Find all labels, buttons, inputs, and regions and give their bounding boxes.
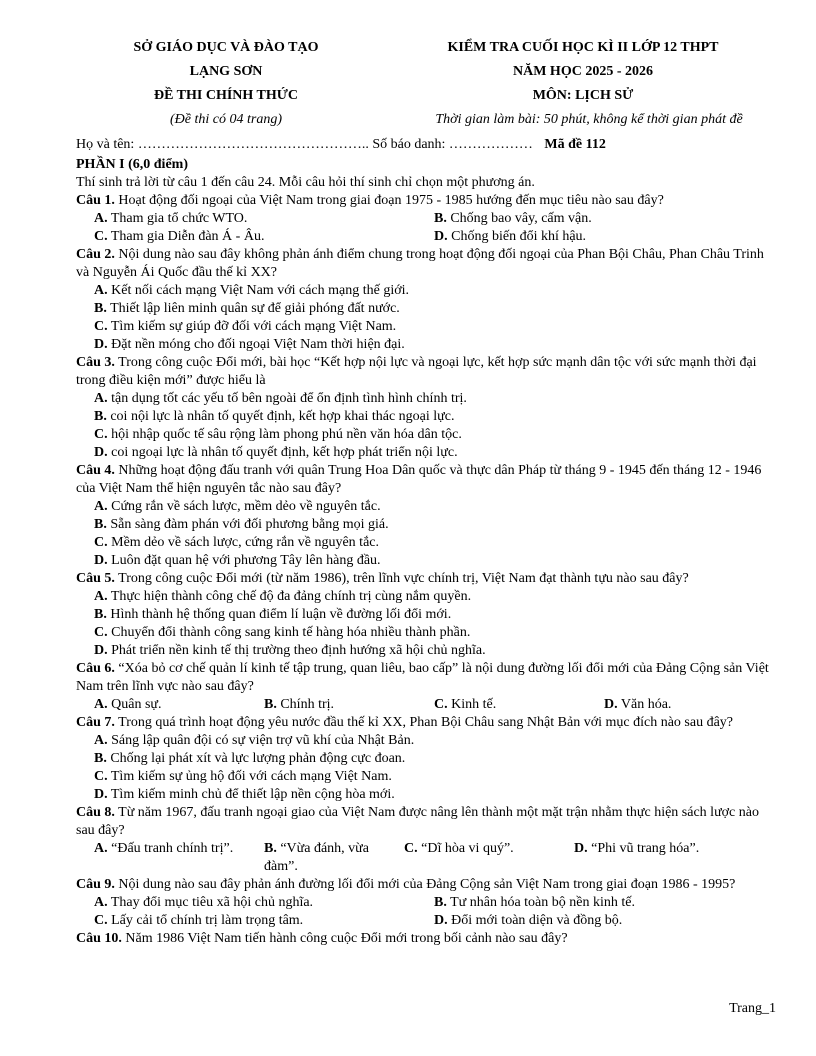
answer-option — [94, 426, 780, 444]
answer-option — [94, 606, 780, 624]
question-number: Câu 10. — [76, 931, 122, 946]
option-text: Đổi mới toàn diện và đồng bộ. — [447, 913, 623, 928]
option-letter: B. — [434, 211, 447, 226]
option-letter: B. — [434, 895, 447, 910]
option-letter: D. — [94, 337, 108, 352]
option-letter: B. — [264, 697, 277, 712]
option-letter: B. — [264, 841, 277, 856]
answer-option — [94, 444, 780, 462]
answer-option — [94, 588, 780, 606]
option-text: Mềm dẻo về sách lược, cứng rắn về nguyên tắc. — [107, 535, 379, 550]
school-year: NĂM HỌC 2025 - 2026 — [513, 64, 653, 79]
option-letter: C. — [434, 697, 448, 712]
option-letter: A. — [94, 391, 108, 406]
option-text: Quân sự. — [107, 697, 162, 712]
question-text: Trong công cuộc Đổi mới, bài học “Kết hợp nội lực và ngoại lực, kết hợp sức mạnh dân tộc với sức mạnh thời đại trong điều kiện mới” được hiểu là — [76, 355, 757, 388]
answer-option — [94, 696, 264, 714]
header-right — [386, 36, 780, 132]
option-letter: A. — [94, 283, 108, 298]
answer-option — [94, 390, 780, 408]
question — [76, 570, 780, 660]
option-text: tận dụng tốt các yếu tố bên ngoài để ổn định tình hình chính trị. — [107, 391, 467, 406]
option-text: Thực hiện thành công chế độ đa đảng chính trị cùng nắm quyền. — [107, 589, 472, 604]
page-count-note: (Đề thi có 04 trang) — [170, 112, 282, 127]
question-stem — [76, 804, 780, 840]
answer-option — [94, 534, 780, 552]
answer-option — [434, 696, 604, 714]
official-label: ĐỀ THI CHÍNH THỨC — [153, 88, 299, 103]
option-text: Lấy cải tổ chính trị làm trọng tâm. — [107, 913, 304, 928]
option-letter: B. — [94, 409, 107, 424]
option-row — [94, 210, 780, 246]
question-stem — [76, 354, 780, 390]
question-number: Câu 1. — [76, 193, 115, 208]
question-stem — [76, 570, 780, 588]
question-number: Câu 2. — [76, 247, 115, 262]
question-text: Năm 1986 Việt Nam tiến hành công cuộc Đổi mới trong bối cảnh nào sau đây? — [121, 931, 568, 946]
question-text: Trong quá trình hoạt động yêu nước đầu thế kỉ XX, Phan Bội Châu sang Nhật Bản với mục đích nào sau đây? — [114, 715, 733, 730]
question-stem — [76, 876, 780, 894]
option-text: Sáng lập quân đội có sự viện trợ vũ khí của Nhật Bản. — [107, 733, 415, 748]
answer-option — [574, 840, 780, 876]
option-text: Kinh tế. — [447, 697, 497, 712]
option-text: Cứng rắn về sách lược, mềm dẻo về nguyên tắc. — [107, 499, 381, 514]
option-row — [94, 840, 780, 876]
option-letter: D. — [94, 643, 108, 658]
option-letter: C. — [94, 319, 108, 334]
option-letter: C. — [94, 427, 108, 442]
option-text: “Đấu tranh chính trị”. — [107, 841, 234, 856]
question-stem — [76, 192, 780, 210]
question — [76, 462, 780, 570]
option-letter: C. — [94, 535, 108, 550]
answer-option — [94, 516, 780, 534]
answer-option — [264, 840, 404, 876]
option-text: Chống lại phát xít và lực lượng phản động cực đoan. — [106, 751, 406, 766]
question-number: Câu 3. — [76, 355, 115, 370]
answer-option — [94, 912, 434, 930]
option-text: Văn hóa. — [617, 697, 672, 712]
header-left — [76, 36, 376, 132]
question-stem — [76, 660, 780, 696]
question-text: “Xóa bỏ cơ chế quản lí kinh tế tập trung, quan liêu, bao cấp” là nội dung đường lối đổi mới của Đảng Cộng sản Việt Nam trên lĩnh vực nào sau đây? — [76, 661, 769, 694]
option-row — [94, 894, 780, 930]
answer-option — [94, 228, 434, 246]
option-text: Tham gia tổ chức WTO. — [107, 211, 248, 226]
answer-option — [94, 732, 780, 750]
question-stem — [76, 930, 780, 948]
answer-option — [604, 696, 780, 714]
answer-option — [94, 840, 264, 876]
option-letter: D. — [434, 229, 448, 244]
question — [76, 876, 780, 930]
answer-option — [264, 696, 434, 714]
option-text: Tìm kiếm sự giúp đỡ đối với cách mạng Việt Nam. — [107, 319, 397, 334]
answer-option — [94, 894, 434, 912]
section-title: PHẦN I (6,0 điểm) — [76, 157, 188, 172]
option-group — [76, 732, 780, 804]
option-letter: C. — [94, 625, 108, 640]
option-letter: C. — [94, 769, 108, 784]
option-text: Tư nhân hóa toàn bộ nền kinh tế. — [446, 895, 635, 910]
option-letter: D. — [94, 445, 108, 460]
option-text: Kết nối cách mạng Việt Nam với cách mạng thế giới. — [107, 283, 410, 298]
question-stem — [76, 714, 780, 732]
option-group — [76, 696, 780, 714]
option-text: Tham gia Diễn đàn Á - Âu. — [107, 229, 265, 244]
answer-option — [94, 210, 434, 228]
option-text: coi ngoại lực là nhân tố quyết định, kết hợp phát triển nội lực. — [107, 445, 458, 460]
exam-code: Mã đề 112 — [544, 137, 606, 152]
answer-option — [94, 300, 780, 318]
answer-option — [434, 210, 780, 228]
answer-option — [94, 336, 780, 354]
option-text: hội nhập quốc tế sâu rộng làm phong phú nền văn hóa dân tộc. — [107, 427, 462, 442]
option-letter: D. — [604, 697, 618, 712]
question-stem — [76, 246, 780, 282]
option-group — [76, 588, 780, 660]
option-group — [76, 894, 780, 930]
option-group — [76, 390, 780, 462]
question-number: Câu 6. — [76, 661, 115, 676]
question-number: Câu 5. — [76, 571, 115, 586]
option-text: Sẵn sàng đàm phán với đối phương bằng mọi giá. — [106, 517, 389, 532]
option-text: Luôn đặt quan hệ với phương Tây lên hàng đầu. — [107, 553, 381, 568]
option-text: Hình thành hệ thống quan điểm lí luận về đường lối đổi mới. — [106, 607, 452, 622]
option-letter: D. — [94, 787, 108, 802]
department-name: SỞ GIÁO DỤC VÀ ĐÀO TẠO — [133, 40, 319, 55]
option-letter: B. — [94, 517, 107, 532]
question-number: Câu 4. — [76, 463, 115, 478]
option-letter: D. — [574, 841, 588, 856]
question-number: Câu 9. — [76, 877, 115, 892]
option-text: “Phi vũ trang hóa”. — [587, 841, 700, 856]
question-text: Trong công cuộc Đổi mới (từ năm 1986), trên lĩnh vực chính trị, Việt Nam đạt thành tựu nào sau đây? — [114, 571, 689, 586]
option-text: Phát triển nền kinh tế thị trường theo định hướng xã hội chủ nghĩa. — [107, 643, 486, 658]
question — [76, 660, 780, 714]
answer-option — [94, 552, 780, 570]
option-letter: A. — [94, 895, 108, 910]
option-letter: C. — [404, 841, 418, 856]
answer-option — [434, 228, 780, 246]
answer-option — [94, 786, 780, 804]
candidate-info-line — [76, 136, 780, 154]
answer-option — [94, 750, 780, 768]
question-text: Hoạt động đối ngoại của Việt Nam trong giai đoạn 1975 - 1985 hướng đến mục tiêu nào sau đây? — [114, 193, 664, 208]
option-text: Chính trị. — [276, 697, 335, 712]
option-letter: A. — [94, 589, 108, 604]
question-stem — [76, 462, 780, 498]
option-text: Thay đổi mục tiêu xã hội chủ nghĩa. — [107, 895, 314, 910]
answer-option — [94, 498, 780, 516]
option-letter: B. — [94, 751, 107, 766]
option-letter: A. — [94, 697, 108, 712]
option-text: Tìm kiếm minh chủ để thiết lập nền cộng hòa mới. — [107, 787, 395, 802]
answer-option — [94, 768, 780, 786]
time-note: Thời gian làm bài: 50 phút, không kể thời gian phát đề — [435, 112, 743, 127]
option-group — [76, 498, 780, 570]
option-group — [76, 210, 780, 246]
answer-option — [434, 912, 780, 930]
option-text: “Dĩ hòa vi quý”. — [417, 841, 514, 856]
option-text: “Vừa đánh, vừa đàm”. — [264, 841, 369, 874]
question — [76, 192, 780, 246]
question-text: Những hoạt động đấu tranh với quân Trung Hoa Dân quốc và thực dân Pháp từ tháng 9 - 1945 đến tháng 12 - 1946 của Việt Nam thể hiện nguyên tắc nào sau đây? — [76, 463, 762, 496]
option-letter: D. — [434, 913, 448, 928]
exam-header — [76, 36, 780, 132]
answer-option — [94, 318, 780, 336]
option-row — [94, 696, 780, 714]
option-text: coi nội lực là nhân tố quyết định, kết hợp khai thác ngoại lực. — [106, 409, 455, 424]
option-text: Chuyển đổi thành công sang kinh tế hàng hóa nhiều thành phần. — [107, 625, 471, 640]
answer-option — [434, 894, 780, 912]
question — [76, 930, 780, 948]
option-group — [76, 282, 780, 354]
question-text: Từ năm 1967, đấu tranh ngoại giao của Việt Nam được nâng lên thành một mặt trận nhằm thực hiện sách lược nào sau đây? — [76, 805, 759, 838]
option-text: Thiết lập liên minh quân sự để giải phóng đất nước. — [106, 301, 400, 316]
option-text: Chống bao vây, cấm vận. — [446, 211, 592, 226]
exam-title: KIỂM TRA CUỐI HỌC KÌ II LỚP 12 THPT — [447, 40, 719, 55]
option-letter: A. — [94, 841, 108, 856]
section-instruction: Thí sinh trả lời từ câu 1 đến câu 24. Mỗi câu hỏi thí sinh chỉ chọn một phương án. — [76, 175, 535, 190]
option-letter: C. — [94, 913, 108, 928]
answer-option — [94, 408, 780, 426]
page-number: Trang_1 — [729, 1001, 776, 1016]
option-letter: B. — [94, 301, 107, 316]
option-letter: A. — [94, 733, 108, 748]
question — [76, 804, 780, 876]
candidate-fields: Họ và tên: ………………………………………….. Số báo danh: ……………… — [76, 137, 533, 152]
option-letter: A. — [94, 211, 108, 226]
question — [76, 246, 780, 354]
province-name: LẠNG SƠN — [189, 64, 263, 79]
option-letter: D. — [94, 553, 108, 568]
answer-option — [94, 642, 780, 660]
answer-option — [94, 282, 780, 300]
subject: MÔN: LỊCH SỬ — [532, 88, 634, 103]
question — [76, 354, 780, 462]
question-list — [76, 192, 780, 948]
question — [76, 714, 780, 804]
option-letter: B. — [94, 607, 107, 622]
option-text: Chống biến đổi khí hậu. — [447, 229, 587, 244]
option-text: Đặt nền móng cho đối ngoại Việt Nam thời hiện đại. — [107, 337, 405, 352]
answer-option — [404, 840, 574, 876]
answer-option — [94, 624, 780, 642]
question-number: Câu 8. — [76, 805, 115, 820]
question-number: Câu 7. — [76, 715, 115, 730]
option-letter: A. — [94, 499, 108, 514]
option-group — [76, 840, 780, 876]
question-text: Nội dung nào sau đây phản ánh đường lối đổi mới của Đảng Cộng sản Việt Nam trong giai đoạn 1986 - 1995? — [114, 877, 736, 892]
option-letter: C. — [94, 229, 108, 244]
question-text: Nội dung nào sau đây không phản ánh điểm chung trong hoạt động đối ngoại của Phan Bội Châu, Phan Châu Trinh và Nguyễn Ái Quốc đầu thế kỉ XX? — [76, 247, 764, 280]
option-text: Tìm kiếm sự ủng hộ đối với cách mạng Việt Nam. — [107, 769, 392, 784]
